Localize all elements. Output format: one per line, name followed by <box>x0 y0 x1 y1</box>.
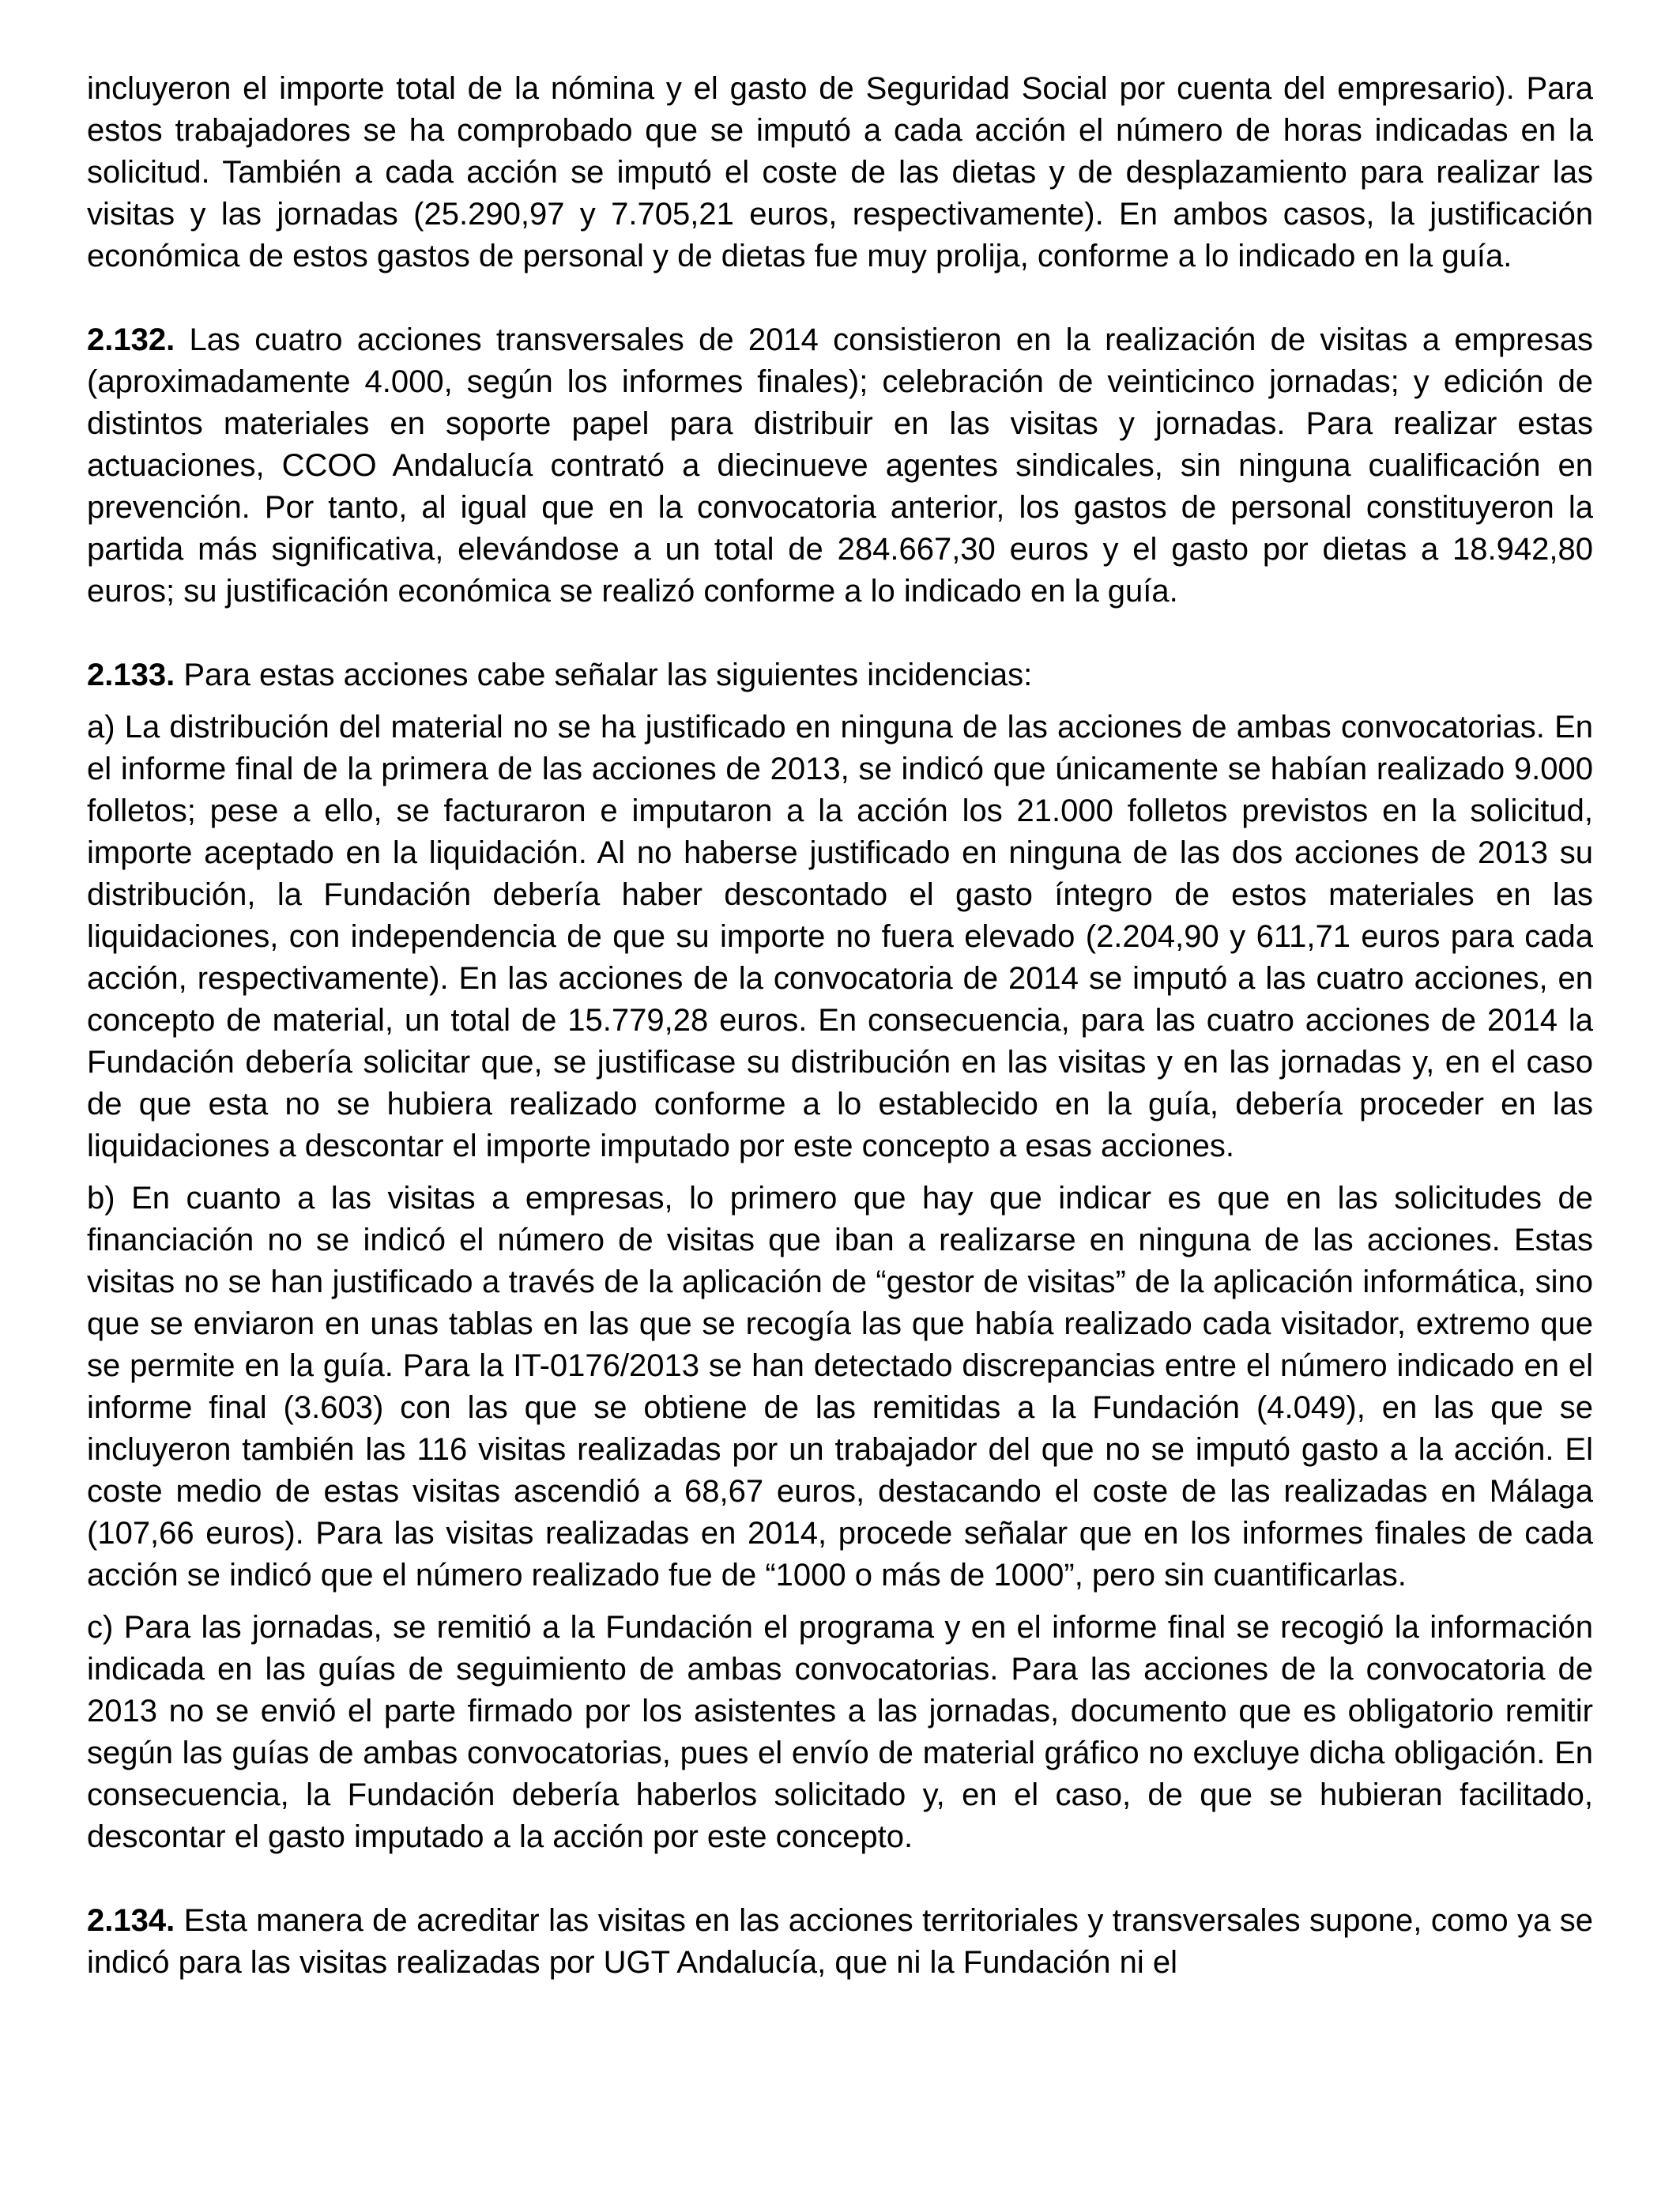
paragraph-text: c) Para las jornadas, se remitió a la Fundación el programa y en el informe final se recogió la información indicada en las guías de seguimiento de ambas convocatorias. Para las acciones de la convocatoria de 2013 no se envió el parte firmado por los asistentes a las jornadas, documento que es obligatorio remitir según las guías de ambas convocatorias, pues el envío de material gráfico no excluye dicha obligación. En consecuencia, la Fundación debería haberlos solicitado y, en el caso, de que se hubieran facilitado, descontar el gasto imputado a la acción por este concepto. <box>87 1610 1593 1854</box>
document-page <box>87 68 1593 1984</box>
paragraph-2134 <box>87 1900 1593 1984</box>
paragraph-2133 <box>87 654 1593 696</box>
paragraph-number: 2.133. <box>87 658 175 692</box>
paragraph-text: b) En cuanto a las visitas a empresas, lo primero que hay que indicar es que en las solicitudes de financiación no se indicó el número de visitas que iban a realizarse en ninguna de las acciones. Estas visitas no se han justificado a través de la aplicación de “gestor de visitas” de la aplicación informática, sino que se enviaron en unas tablas en las que se recogía las que había realizado cada visitador, extremo que se permite en la guía. Para la IT-0176/2013 se han detectado discrepancias entre el número indicado en el informe final (3.603) con las que se obtiene de las remitidas a la Fundación (4.049), en las que se incluyeron también las 116 visitas realizadas por un trabajador del que no se imputó gasto a la acción. El coste medio de estas visitas ascendió a 68,67 euros, destacando el coste de las realizadas en Málaga (107,66 euros). Para las visitas realizadas en 2014, procede señalar que en los informes finales de cada acción se indicó que el número realizado fue de “1000 o más de 1000”, pero sin cuantificarlas. <box>87 1181 1593 1593</box>
paragraph-item-a <box>87 707 1593 1167</box>
paragraph-item-b <box>87 1178 1593 1596</box>
paragraph-text: Las cuatro acciones transversales de 2014 consistieron en la realización de visitas a empresas (aproximadamente 4.000, según los informes finales); celebración de veinticinco jornadas; y edición de distintos materiales en soporte papel para distribuir en las visitas y jornadas. Para realizar estas actuaciones, CCOO Andalucía contrató a diecinueve agentes sindicales, sin ninguna cualificación en prevención. Por tanto, al igual que en la convocatoria anterior, los gastos de personal constituyeron la partida más significativa, elevándose a un total de 284.667,30 euros y el gasto por dietas a 18.942,80 euros; su justificación económica se realizó conforme a lo indicado en la guía. <box>87 322 1593 609</box>
paragraph-text: Esta manera de acreditar las visitas en las acciones territoriales y transversales supone, como ya se indicó para las visitas realizadas por UGT Andalucía, que ni la Fundación ni el <box>87 1903 1593 1980</box>
paragraph-2132 <box>87 319 1593 613</box>
paragraph-number: 2.132. <box>87 322 175 357</box>
paragraph-text: Para estas acciones cabe señalar las siguientes incidencias: <box>183 658 1033 692</box>
paragraph-number: 2.134. <box>87 1903 175 1938</box>
paragraph-intro <box>87 68 1593 277</box>
paragraph-item-c <box>87 1607 1593 1858</box>
paragraph-text: a) La distribución del material no se ha justificado en ninguna de las acciones de ambas convocatorias. En el informe final de la primera de las acciones de 2013, se indicó que únicamente se habían realizado 9.000 folletos; pese a ello, se facturaron e imputaron a la acción los 21.000 folletos previstos en la solicitud, importe aceptado en la liquidación. Al no haberse justificado en ninguna de las dos acciones de 2013 su distribución, la Fundación debería haber descontado el gasto íntegro de estos materiales en las liquidaciones, con independencia de que su importe no fuera elevado (2.204,90 y 611,71 euros para cada acción, respectivamente). En las acciones de la convocatoria de 2014 se imputó a las cuatro acciones, en concepto de material, un total de 15.779,28 euros. En consecuencia, para las cuatro acciones de 2014 la Fundación debería solicitar que, se justificase su distribución en las visitas y en las jornadas y, en el caso de que esta no se hubiera realizado conforme a lo establecido en la guía, debería proceder en las liquidaciones a descontar el importe imputado por este concepto a esas acciones. <box>87 710 1593 1163</box>
paragraph-text: incluyeron el importe total de la nómina y el gasto de Seguridad Social por cuenta del empresario). Para estos trabajadores se ha comprobado que se imputó a cada acción el número de horas indicadas en la solicitud. También a cada acción se imputó el coste de las dietas y de desplazamiento para realizar las visitas y las jornadas (25.290,97 y 7.705,21 euros, respectivamente). En ambos casos, la justificación económica de estos gastos de personal y de dietas fue muy prolija, conforme a lo indicado en la guía. <box>87 71 1593 273</box>
